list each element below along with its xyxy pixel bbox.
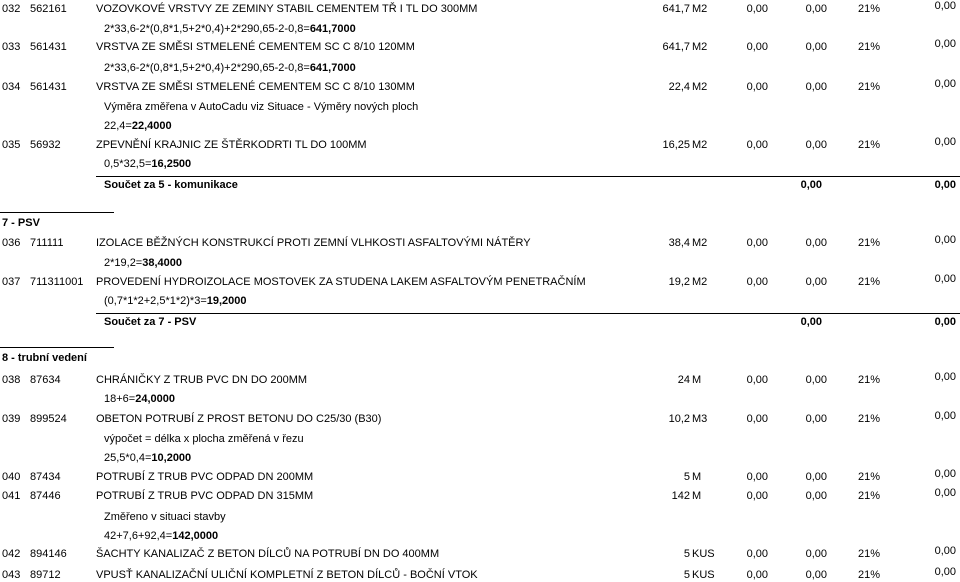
item-quantity: 22,4 xyxy=(668,81,690,93)
calc-row xyxy=(0,22,960,36)
item-quantity: 142 xyxy=(671,490,690,502)
calculation-result: 24,0000 xyxy=(135,393,175,405)
quantity-calculation xyxy=(104,22,356,36)
item-code: 87434 xyxy=(30,471,61,483)
item-code: 87634 xyxy=(30,374,61,386)
calculation-result: 641,7000 xyxy=(309,23,356,35)
section-row xyxy=(0,216,960,230)
item-unit: KUS xyxy=(692,548,715,560)
item-price: 0,00 xyxy=(805,413,827,425)
item-price: 0,00 xyxy=(805,81,827,93)
quantity-calculation xyxy=(104,529,218,543)
item-vat-rate: 21% xyxy=(857,471,880,483)
item-unit: M xyxy=(692,490,702,502)
quantity-calculation xyxy=(104,451,191,465)
subtotal-total: 0,00 xyxy=(934,179,956,191)
item-row xyxy=(0,40,960,54)
item-total: 0,00 xyxy=(934,371,956,383)
item-number: 043 xyxy=(2,569,21,581)
item-quantity: 38,4 xyxy=(668,237,690,249)
item-row xyxy=(0,547,960,561)
calc-row xyxy=(0,392,960,406)
calculation-expression: 25,5*0,4= xyxy=(104,452,152,464)
item-unit: KUS xyxy=(692,569,715,581)
item-description: ŠACHTY KANALIZAČ Z BETON DÍLCŮ NA POTRUBÍ DN DO 400MM xyxy=(96,548,440,560)
item-total: 0,00 xyxy=(934,78,956,90)
calculation-result: 142,0000 xyxy=(172,530,219,542)
item-code: 562161 xyxy=(30,3,67,15)
note-row xyxy=(0,100,960,114)
item-description: VRSTVA ZE SMĚSI STMELENÉ CEMENTEM SC C 8/10 120MM xyxy=(96,41,415,53)
item-code: 561431 xyxy=(30,81,67,93)
calc-row xyxy=(0,294,960,308)
item-quantity: 10,2 xyxy=(668,413,690,425)
item-description: VOZOVKOVÉ VRSTVY ZE ZEMINY STABIL CEMENTEM TŘ I TL DO 300MM xyxy=(96,3,478,15)
item-unit: M2 xyxy=(692,81,708,93)
calc-row xyxy=(0,61,960,75)
item-description: VRSTVA ZE SMĚSI STMELENÉ CEMENTEM SC C 8/10 130MM xyxy=(96,81,415,93)
item-description: ZPEVNĚNÍ KRAJNIC ZE ŠTĚRKODRTI TL DO 100MM xyxy=(96,139,367,151)
item-price: 0,00 xyxy=(805,276,827,288)
quantity-calculation xyxy=(104,392,175,406)
item-unit-price: 0,00 xyxy=(746,569,768,581)
item-total: 0,00 xyxy=(934,545,956,557)
item-total: 0,00 xyxy=(934,234,956,246)
item-total: 0,00 xyxy=(934,410,956,422)
calc-row xyxy=(0,529,960,543)
item-unit: M2 xyxy=(692,276,708,288)
item-unit-price: 0,00 xyxy=(746,548,768,560)
item-unit-price: 0,00 xyxy=(746,3,768,15)
item-quantity: 5 xyxy=(683,569,690,581)
note-row xyxy=(0,432,960,446)
item-row xyxy=(0,2,960,16)
subtotal-total: 0,00 xyxy=(934,316,956,328)
calc-row xyxy=(0,451,960,465)
item-total: 0,00 xyxy=(934,468,956,480)
section-row xyxy=(0,351,960,365)
calculation-result: 16,2500 xyxy=(151,158,192,170)
item-price: 0,00 xyxy=(805,569,827,581)
item-vat-rate: 21% xyxy=(857,139,880,151)
item-number: 040 xyxy=(2,471,21,483)
calc-row xyxy=(0,119,960,133)
quantity-calculation xyxy=(104,61,356,75)
subtotal-divider xyxy=(96,176,960,177)
item-total: 0,00 xyxy=(934,0,956,12)
item-unit-price: 0,00 xyxy=(746,41,768,53)
calculation-expression: 2*33,6-2*(0,8*1,5+2*0,4)+2*290,65-2-0,8= xyxy=(104,23,310,35)
item-price: 0,00 xyxy=(805,490,827,502)
item-number: 035 xyxy=(2,139,21,151)
item-number: 041 xyxy=(2,490,21,502)
item-number: 042 xyxy=(2,548,21,560)
item-code: 894146 xyxy=(30,548,67,560)
item-total: 0,00 xyxy=(934,487,956,499)
item-number: 037 xyxy=(2,276,21,288)
item-vat-rate: 21% xyxy=(857,276,880,288)
item-number: 036 xyxy=(2,237,21,249)
calculation-result: 19,2000 xyxy=(206,295,247,307)
item-price: 0,00 xyxy=(805,41,827,53)
item-price: 0,00 xyxy=(805,374,827,386)
item-row xyxy=(0,489,960,503)
item-code: 711311001 xyxy=(30,276,84,288)
item-vat-rate: 21% xyxy=(857,374,880,386)
calc-row xyxy=(0,157,960,171)
item-quantity: 19,2 xyxy=(668,276,690,288)
item-vat-rate: 21% xyxy=(857,3,880,15)
item-row xyxy=(0,470,960,484)
calculation-result: 641,7000 xyxy=(309,62,356,74)
calculation-expression: 22,4= xyxy=(104,120,132,132)
item-unit-price: 0,00 xyxy=(746,413,768,425)
item-price: 0,00 xyxy=(805,237,827,249)
item-number: 039 xyxy=(2,413,21,425)
note-row xyxy=(0,510,960,524)
item-price: 0,00 xyxy=(805,139,827,151)
item-unit-price: 0,00 xyxy=(746,374,768,386)
item-number: 038 xyxy=(2,374,21,386)
subtotal-price: 0,00 xyxy=(800,179,822,191)
item-quantity: 24 xyxy=(677,374,690,386)
calc-row xyxy=(0,256,960,270)
subtotal-price: 0,00 xyxy=(800,316,822,328)
item-description: POTRUBÍ Z TRUB PVC ODPAD DN 200MM xyxy=(96,471,314,483)
calculation-result: 22,4000 xyxy=(131,120,172,132)
item-unit: M2 xyxy=(692,3,708,15)
item-unit-price: 0,00 xyxy=(746,276,768,288)
quantity-note: Změřeno v situaci stavby xyxy=(104,511,226,523)
quantity-calculation xyxy=(104,256,182,270)
calculation-expression: 42+7,6+92,4= xyxy=(104,530,173,542)
quantity-calculation xyxy=(104,119,172,133)
item-number: 032 xyxy=(2,3,21,15)
item-row xyxy=(0,275,960,289)
item-description: POTRUBÍ Z TRUB PVC ODPAD DN 315MM xyxy=(96,490,314,502)
item-vat-rate: 21% xyxy=(857,413,880,425)
section-divider xyxy=(0,347,114,348)
calculation-result: 10,2000 xyxy=(151,452,192,464)
section-divider xyxy=(0,212,114,213)
item-price: 0,00 xyxy=(805,3,827,15)
item-row xyxy=(0,138,960,152)
quantity-calculation xyxy=(104,294,247,308)
item-vat-rate: 21% xyxy=(857,569,880,581)
item-row xyxy=(0,373,960,387)
item-unit-price: 0,00 xyxy=(746,237,768,249)
item-description: CHRÁNIČKY Z TRUB PVC DN DO 200MM xyxy=(96,374,308,386)
item-unit: M2 xyxy=(692,139,708,151)
quantity-calculation xyxy=(104,157,191,171)
item-price: 0,00 xyxy=(805,548,827,560)
calculation-expression: 18+6= xyxy=(104,393,136,405)
item-unit-price: 0,00 xyxy=(746,139,768,151)
subtotal-label: Součet za 7 - PSV xyxy=(104,316,197,328)
sum-row xyxy=(0,178,960,192)
item-vat-rate: 21% xyxy=(857,548,880,560)
item-row xyxy=(0,236,960,250)
item-row xyxy=(0,412,960,426)
item-unit: M3 xyxy=(692,413,708,425)
item-quantity: 5 xyxy=(683,471,690,483)
item-description: OBETON POTRUBÍ Z PROST BETONU DO C25/30 (B30) xyxy=(96,413,382,425)
subtotal-divider xyxy=(96,313,960,314)
item-unit: M xyxy=(692,374,702,386)
quantity-note: výpočet = délka x plocha změřená v řezu xyxy=(104,433,304,445)
item-unit: M2 xyxy=(692,237,708,249)
item-number: 033 xyxy=(2,41,21,53)
item-code: 89712 xyxy=(30,569,61,581)
calculation-expression: 2*19,2= xyxy=(104,257,143,269)
item-total: 0,00 xyxy=(934,136,956,148)
calculation-expression: 2*33,6-2*(0,8*1,5+2*0,4)+2*290,65-2-0,8= xyxy=(104,62,310,74)
item-quantity: 641,7 xyxy=(662,3,690,15)
item-description: IZOLACE BĚŽNÝCH KONSTRUKCÍ PROTI ZEMNÍ VLHKOSTI ASFALTOVÝMI NÁTĚRY xyxy=(96,237,531,249)
subtotal-label: Součet za 5 - komunikace xyxy=(104,179,238,191)
calculation-expression: 0,5*32,5= xyxy=(104,158,152,170)
item-quantity: 5 xyxy=(683,548,690,560)
item-code: 561431 xyxy=(30,41,67,53)
item-code: 711111 xyxy=(30,237,64,249)
item-code: 899524 xyxy=(30,413,67,425)
item-total: 0,00 xyxy=(934,38,956,50)
sum-row xyxy=(0,315,960,329)
item-number: 034 xyxy=(2,81,21,93)
item-vat-rate: 21% xyxy=(857,81,880,93)
section-title: 7 - PSV xyxy=(2,217,40,229)
calculation-expression: (0,7*1*2+2,5*1*2)*3= xyxy=(104,295,207,307)
item-total: 0,00 xyxy=(934,273,956,285)
item-vat-rate: 21% xyxy=(857,41,880,53)
item-row xyxy=(0,80,960,94)
item-description: VPUSŤ KANALIZAČNÍ ULIČNÍ KOMPLETNÍ Z BETON DÍLCŮ - BOČNÍ VTOK xyxy=(96,569,478,581)
item-unit: M2 xyxy=(692,41,708,53)
item-vat-rate: 21% xyxy=(857,490,880,502)
item-unit: M xyxy=(692,471,702,483)
item-description: PROVEDENÍ HYDROIZOLACE MOSTOVEK ZA STUDENA LAKEM ASFALTOVÝM PENETRAČNÍM xyxy=(96,276,586,288)
item-vat-rate: 21% xyxy=(857,237,880,249)
item-code: 56932 xyxy=(30,139,61,151)
item-quantity: 641,7 xyxy=(662,41,690,53)
item-unit-price: 0,00 xyxy=(746,490,768,502)
item-quantity: 16,25 xyxy=(662,139,690,151)
quantity-note: Výměra změřena v AutoCadu viz Situace - Výměry nových ploch xyxy=(104,101,419,113)
item-unit-price: 0,00 xyxy=(746,471,768,483)
item-total: 0,00 xyxy=(934,566,956,578)
section-title: 8 - trubní vedení xyxy=(2,352,87,364)
calculation-result: 38,4000 xyxy=(142,257,182,269)
item-code: 87446 xyxy=(30,490,61,502)
item-unit-price: 0,00 xyxy=(746,81,768,93)
item-price: 0,00 xyxy=(805,471,827,483)
